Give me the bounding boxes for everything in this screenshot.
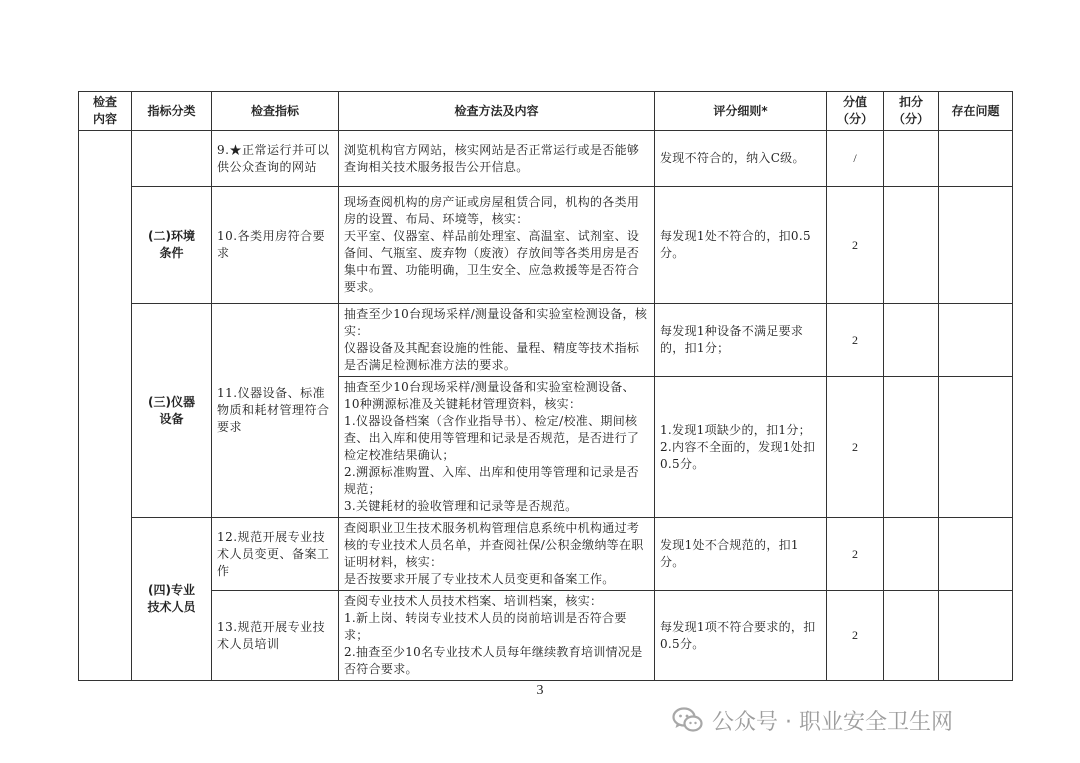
method-cell: 查阅专业技术人员技术档案、培训档案，核实： 1.新上岗、转岗专业技术人员的岗前培训是否符合要求； 2.抽查至少10名专业技术人员每年继续教育培训情况是否符合要求。	[339, 591, 655, 681]
inspection-table	[78, 91, 1013, 681]
deduct-cell	[884, 304, 939, 377]
content-cell	[79, 131, 132, 681]
criteria-cell: 每发现1处不符合的，扣0.5分。	[655, 187, 827, 304]
category-cell	[132, 131, 212, 187]
header-deduct: 扣分 （分）	[884, 92, 939, 131]
score-cell: 2	[827, 187, 884, 304]
header-criteria: 评分细则*	[655, 92, 827, 131]
criteria-cell: 每发现1种设备不满足要求的，扣1分；	[655, 304, 827, 377]
table-row	[79, 591, 1013, 681]
table-row	[79, 187, 1013, 304]
header-row	[79, 92, 1013, 131]
category-cell: (三)仪器 设备	[132, 304, 212, 518]
category-cell: (四)专业 技术人员	[132, 518, 212, 681]
method-cell: 抽查至少10台现场采样/测量设备和实验室检测设备、10种溯源标准及关键耗材管理资料，核实： 1.仪器设备档案（含作业指导书）、检定/校准、期间核查、出入库和使用等管理和记录是否规范，是否进行了检定校准结果确认； 2.溯源标准购置、入库、出库和使用等管理和记录是否规范； 3.关键耗材的验收管理和记录等是否规范。	[339, 377, 655, 518]
criteria-cell: 每发现1项不符合要求的，扣0.5分。	[655, 591, 827, 681]
method-cell: 查阅职业卫生技术服务机构管理信息系统中机构通过考核的专业技术人员名单，并查阅社保/公积金缴纳等在职证明材料，核实： 是否按要求开展了专业技术人员变更和备案工作。	[339, 518, 655, 591]
indicator-cell: 12.规范开展专业技术人员变更、备案工作	[212, 518, 339, 591]
deduct-cell	[884, 187, 939, 304]
wechat-icon	[672, 706, 704, 734]
score-cell: 2	[827, 377, 884, 518]
watermark-text: 公众号 · 职业安全卫生网	[712, 709, 953, 735]
issues-cell	[939, 377, 1013, 518]
issues-cell	[939, 131, 1013, 187]
score-cell: 2	[827, 304, 884, 377]
criteria-cell: 发现1处不合规范的，扣1分。	[655, 518, 827, 591]
header-method: 检查方法及内容	[339, 92, 655, 131]
header-content: 检查 内容	[79, 92, 132, 131]
watermark	[672, 702, 953, 738]
header-indicator: 检查指标	[212, 92, 339, 131]
page-number: 3	[536, 683, 544, 698]
score-cell: 2	[827, 591, 884, 681]
criteria-cell: 发现不符合的，纳入C级。	[655, 131, 827, 187]
header-issues: 存在问题	[939, 92, 1013, 131]
indicator-cell: 10.各类用房符合要求	[212, 187, 339, 304]
category-cell: (二)环境 条件	[132, 187, 212, 304]
method-cell: 浏览机构官方网站，核实网站是否正常运行或是否能够查询相关技术服务报告公开信息。	[339, 131, 655, 187]
table-row	[79, 131, 1013, 187]
issues-cell	[939, 304, 1013, 377]
issues-cell	[939, 187, 1013, 304]
deduct-cell	[884, 131, 939, 187]
method-cell: 抽查至少10台现场采样/测量设备和实验室检测设备，核实： 仪器设备及其配套设施的性能、量程、精度等技术指标是否满足检测标准方法的要求。	[339, 304, 655, 377]
criteria-cell: 1.发现1项缺少的，扣1分； 2.内容不全面的，发现1处扣0.5分。	[655, 377, 827, 518]
score-cell: /	[827, 131, 884, 187]
indicator-cell: 11.仪器设备、标准物质和耗材管理符合要求	[212, 304, 339, 518]
issues-cell	[939, 591, 1013, 681]
table-row	[79, 518, 1013, 591]
issues-cell	[939, 518, 1013, 591]
indicator-cell: 9.★正常运行并可以供公众查询的网站	[212, 131, 339, 187]
deduct-cell	[884, 591, 939, 681]
indicator-cell: 13.规范开展专业技术人员培训	[212, 591, 339, 681]
method-cell: 现场查阅机构的房产证或房屋租赁合同，机构的各类用房的设置、布局、环境等，核实： 天平室、仪器室、样品前处理室、高温室、试剂室、设备间、气瓶室、废弃物（废液）存放间等各类用房是否集中布置、功能明确，卫生安全、应急救援等是否符合要求。	[339, 187, 655, 304]
header-score: 分值 （分）	[827, 92, 884, 131]
score-cell: 2	[827, 518, 884, 591]
header-category: 指标分类	[132, 92, 212, 131]
table-row	[79, 304, 1013, 377]
deduct-cell	[884, 518, 939, 591]
deduct-cell	[884, 377, 939, 518]
